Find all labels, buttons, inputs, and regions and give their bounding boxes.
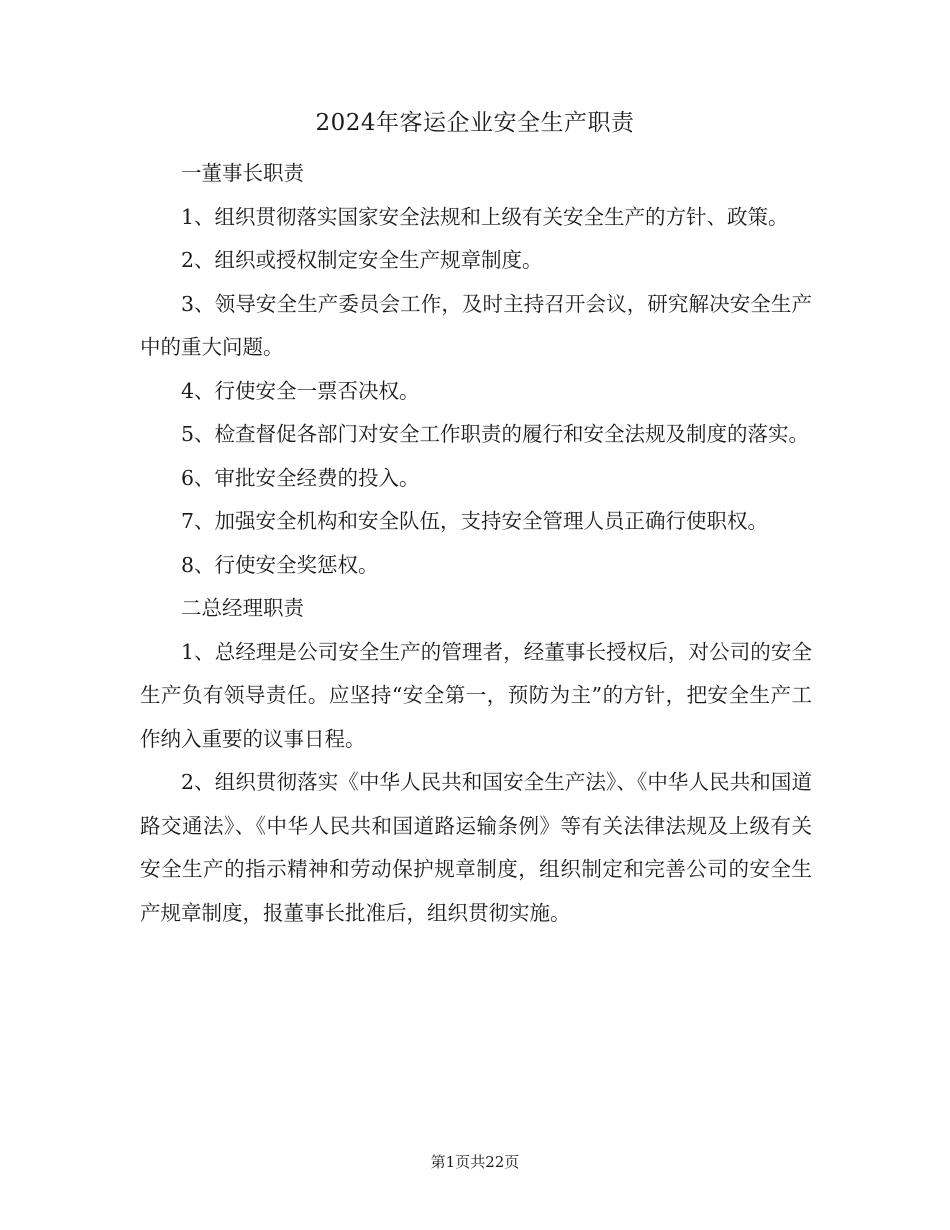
paragraph: 2、组织贯彻落实《中华人民共和国安全生产法》、《中华人民共和国道路交通法》、《中华人民共和国道路运输条例》等有关法律法规及上级有关安全生产的指示精神和劳动保护规章制度，组织制定和完善公司的安全生产规章制度，报董事长批准后，组织贯彻实施。 [140,770,812,925]
paragraph: 3、领导安全生产委员会工作，及时主持召开会议，研究解决安全生产中的重大问题。 [140,291,812,359]
paragraph: 7、加强安全机构和安全队伍，支持安全管理人员正确行使职权。 [181,509,769,533]
document-body [140,152,812,935]
paragraph: 1、组织贯彻落实国家安全法规和上级有关安全生产的方针、政策。 [181,204,789,229]
paragraph: 2、组织或授权制定安全生产规章制度。 [181,248,543,272]
section-heading-chairman: 一董事长职责 [181,161,304,185]
paragraph: 1、总经理是公司安全生产的管理者，经董事长授权后，对公司的安全生产负有领导责任。应坚持“安全第一，预防为主”的方针，把安全生产工作纳入重要的议事日程。 [140,639,812,751]
document-title: 2024年客运企业安全生产职责 [315,110,635,136]
paragraph: 8、行使安全奖惩权。 [181,552,379,577]
section-heading-general-manager: 二总经理职责 [181,596,304,620]
page-number-footer: 第1页共22页 [430,1153,520,1171]
paragraph: 5、检查督促各部门对安全工作职责的履行和安全法规及制度的落实。 [181,422,810,446]
paragraph: 4、行使安全一票否决权。 [181,378,420,403]
paragraph: 6、审批安全经费的投入。 [181,465,420,490]
